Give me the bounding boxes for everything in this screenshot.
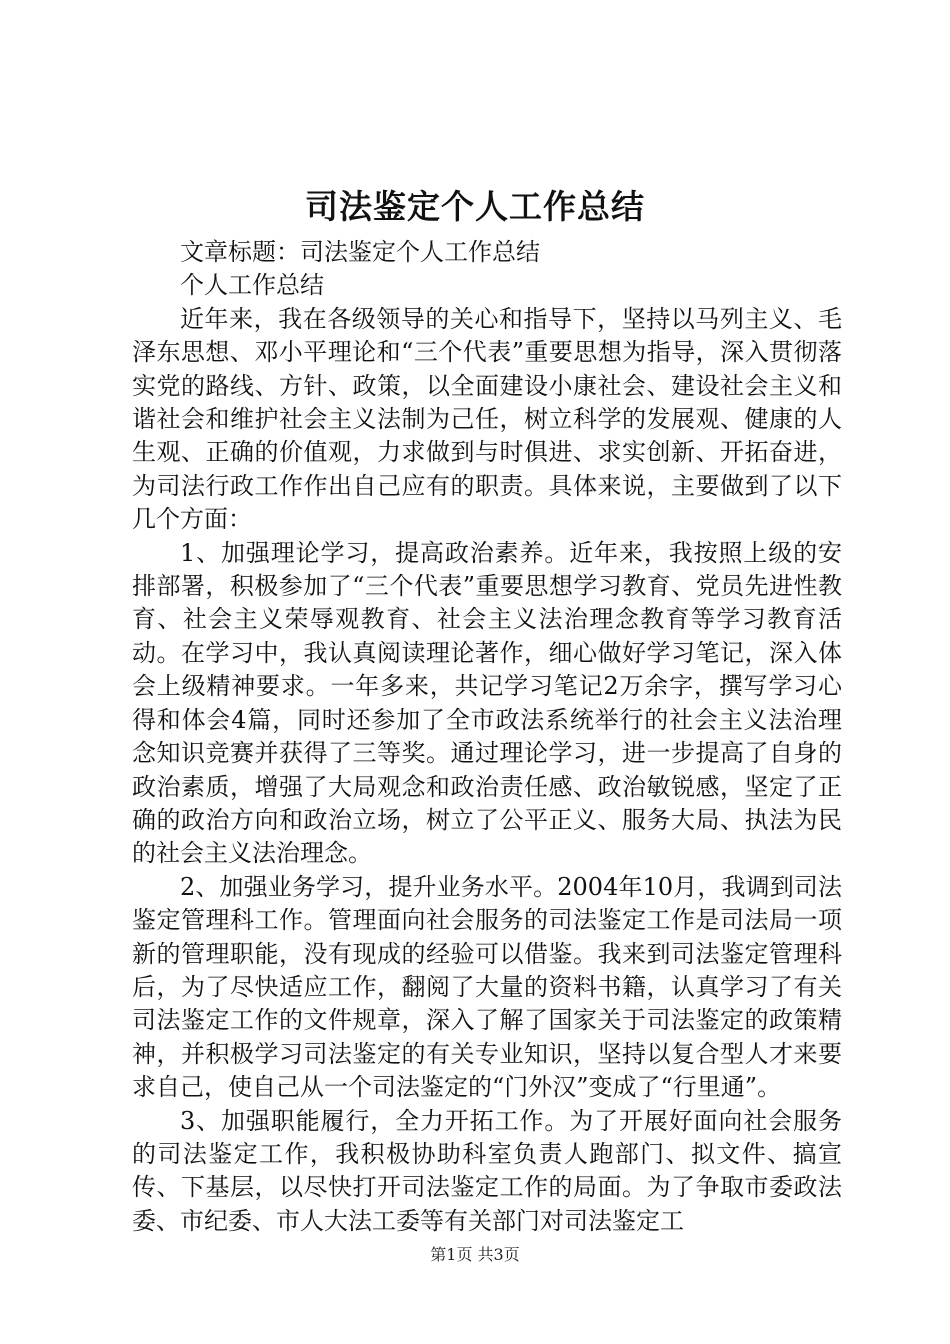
paragraph-item-2: 2、加强业务学习，提升业务水平。2004年10月，我调到司法鉴定管理科工作。管理面向社会服务的司法鉴定工作是司法局一项新的管理职能，没有现成的经验可以借鉴。我来到司法鉴定管理科后，为了尽快适应工作，翻阅了大量的资料书籍，认真学习了有关司法鉴定工作的文件规章，深入了解了国家关于司法鉴定的政策精神，并积极学习司法鉴定的有关专业知识，坚持以复合型人才来要求自己，使自己从一个司法鉴定的“门外汉”变成了“行里通”。 bbox=[132, 872, 842, 1102]
paragraph-intro: 近年来，我在各级领导的关心和指导下，坚持以马列主义、毛泽东思想、邓小平理论和“三个代表”重要思想为指导，深入贯彻落实党的路线、方针、政策，以全面建设小康社会、建设社会主义和谐社会和维护社会主义法制为己任，树立科学的发展观、健康的人生观、正确的价值观，力求做到与时俱进、求实创新、开拓奋进，为司法行政工作作出自己应有的职责。具体来说，主要做到了以下几个方面： bbox=[132, 304, 842, 534]
paragraph-article-heading: 文章标题：司法鉴定个人工作总结 bbox=[180, 238, 540, 266]
paragraph-item-3: 3、加强职能履行，全力开拓工作。为了开展好面向社会服务的司法鉴定工作，我积极协助科室负责人跑部门、拟文件、搞宣传、下基层，以尽快打开司法鉴定工作的局面。为了争取市委政法委、市纪委、市人大法工委等有关部门对司法鉴定工 bbox=[132, 1106, 842, 1235]
page-indicator: 第1页 共3页 bbox=[430, 1245, 520, 1264]
paragraph-subtitle: 个人工作总结 bbox=[180, 271, 324, 300]
paragraph-item-1: 1、加强理论学习，提高政治素养。近年来，我按照上级的安排部署，积极参加了“三个代表”重要思想学习教育、党员先进性教育、社会主义荣辱观教育、社会主义法治理念教育等学习教育活动。在学习中，我认真阅读理论著作，细心做好学习笔记，深入体会上级精神要求。一年多来，共记学习笔记2万余字，撰写学习心得和体会4篇，同时还参加了全市政法系统举行的社会主义法治理念知识竞赛并获得了三等奖。通过理论学习，进一步提高了自身的政治素质，增强了大局观念和政治责任感、政治敏锐感，坚定了正确的政治方向和政治立场，树立了公平正义、服务大局、执法为民的社会主义法治理念。 bbox=[132, 538, 842, 868]
document-body bbox=[132, 236, 842, 1238]
document-title: 司法鉴定个人工作总结 bbox=[305, 187, 645, 226]
